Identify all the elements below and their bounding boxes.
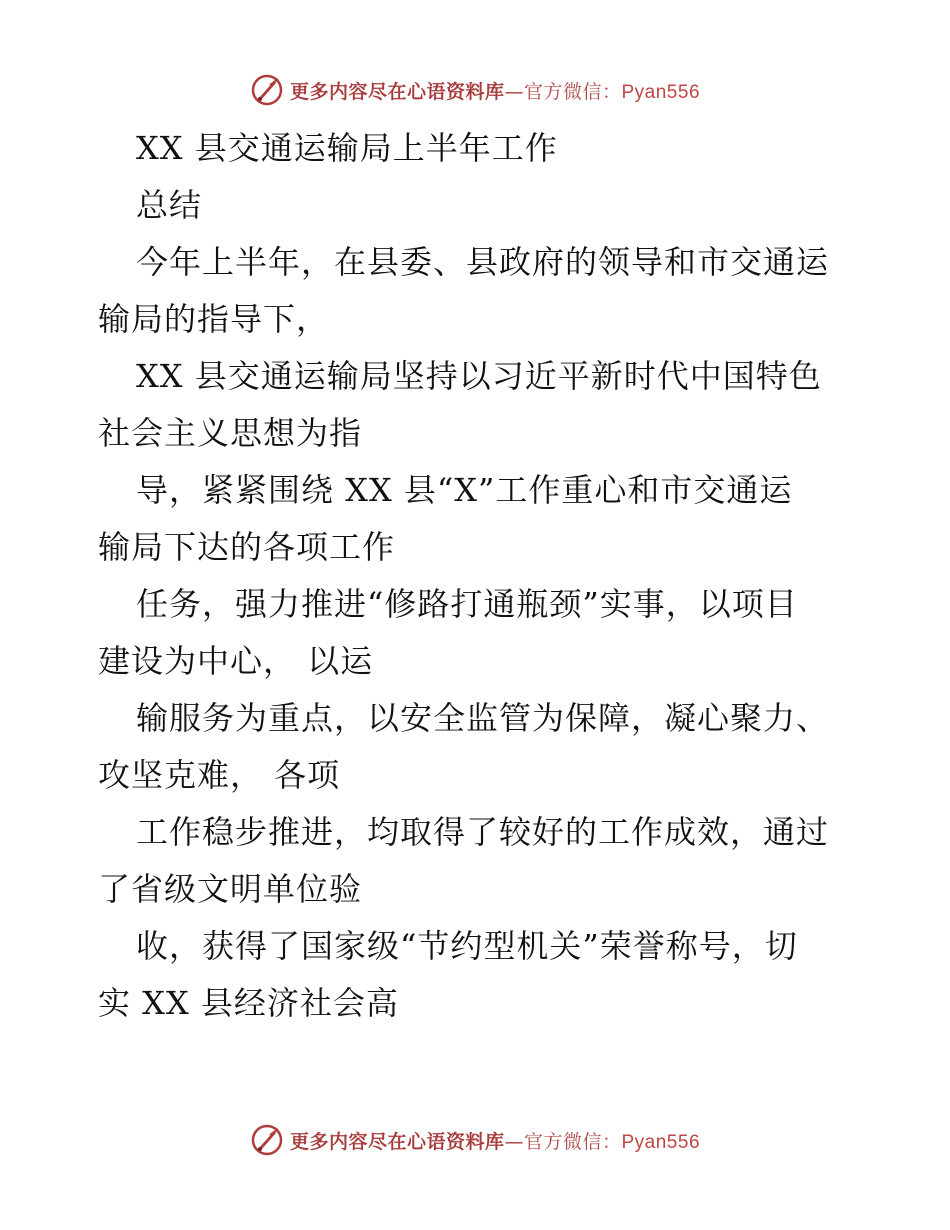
paragraph-line: 导，紧紧围绕 XX 县“X”工作重心和市交通运 — [136, 471, 793, 509]
banner-text — [290, 77, 700, 104]
paragraph-line: 工作稳步推进，均取得了较好的工作成效，通过 — [136, 813, 830, 851]
document-title-line-2: 总结 — [136, 186, 203, 224]
paragraph-line: 输局下达的各项工作 — [98, 528, 396, 566]
paragraph-line: 收，获得了国家级“节约型机关”荣誉称号，切 — [136, 927, 798, 965]
quill-pen-logo-icon — [250, 1123, 284, 1157]
paragraph-line: XX 县交通运输局坚持以习近平新时代中国特色 — [136, 357, 822, 395]
paragraph-line: 了省级文明单位验 — [98, 870, 363, 908]
header-banner — [0, 70, 950, 110]
banner-dash: — — [504, 80, 524, 103]
paragraph-line: 实 XX 县经济社会高 — [98, 984, 399, 1022]
banner-wechat-id: Pyan556 — [621, 1131, 701, 1153]
banner-wechat-label: 官方微信： — [523, 1130, 622, 1153]
paragraph-line: 今年上半年，在县委、县政府的领导和市交通运 — [136, 243, 830, 281]
paragraph-line: 攻坚克难， 各项 — [98, 756, 341, 794]
quill-pen-logo-icon — [250, 73, 284, 107]
paragraph-line: 输服务为重点，以安全监管为保障，凝心聚力、 — [136, 699, 830, 737]
banner-main-text: 更多内容尽在心语资料库 — [289, 80, 505, 103]
banner-text — [290, 1127, 700, 1154]
banner-main-text: 更多内容尽在心语资料库 — [289, 1130, 505, 1153]
banner-wechat-label: 官方微信： — [523, 80, 622, 103]
paragraph-line: 建设为中心， 以运 — [98, 642, 374, 680]
paragraph-line: 社会主义思想为指 — [98, 414, 363, 452]
banner-wechat-id: Pyan556 — [621, 81, 701, 103]
banner-dash: — — [504, 1130, 524, 1153]
footer-banner — [0, 1120, 950, 1160]
paragraph-line: 任务，强力推进“修路打通瓶颈”实事，以项目 — [136, 585, 798, 623]
document-title-line-1: XX 县交通运输局上半年工作 — [136, 129, 558, 167]
paragraph-line: 输局的指导下， — [98, 300, 330, 338]
